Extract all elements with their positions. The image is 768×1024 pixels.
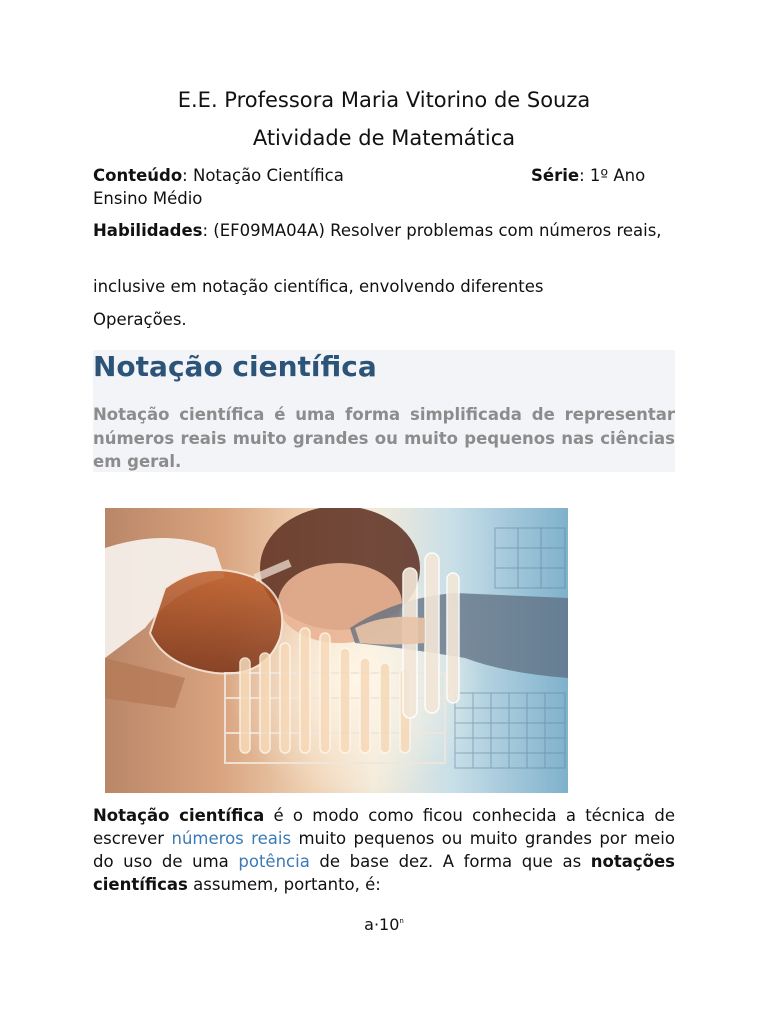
body-paragraph bbox=[93, 804, 675, 896]
formula-exponent: n bbox=[399, 917, 404, 925]
laboratory-photo bbox=[105, 508, 568, 793]
body-text-a: é o modo como ficou conhecida a técnica de escrever bbox=[93, 806, 675, 848]
link-numeros-reais[interactable]: números reais bbox=[171, 829, 292, 848]
body-text-b: muito pequenos ou muito grandes por meio do uso de uma bbox=[93, 829, 675, 871]
serie-value: : 1º Ano bbox=[579, 166, 646, 185]
conteudo-value: : Notação Científica bbox=[182, 166, 344, 185]
school-name: E.E. Professora Maria Vitorino de Souza bbox=[177, 88, 591, 112]
body-text-c: de base dez. A forma que as bbox=[309, 852, 591, 871]
term-bold-2: notações científicas bbox=[93, 852, 675, 894]
conteudo-row bbox=[93, 164, 677, 187]
formula-base: a·10 bbox=[364, 915, 400, 934]
operacoes-line: Operações. bbox=[93, 310, 187, 329]
serie-field bbox=[531, 164, 645, 187]
habilidades-paragraph bbox=[93, 219, 668, 242]
habilidades-value: : (EF09MA04A) Resolver problemas com números reais, bbox=[202, 221, 662, 240]
definition-text: Notação científica é uma forma simplificada de representar números reais muito grandes ou muito pequenos nas ciências em geral. bbox=[93, 405, 675, 471]
serie-label: Série bbox=[531, 166, 580, 185]
habilidades-continuation: inclusive em notação científica, envolvendo diferentes bbox=[93, 277, 544, 296]
habilidades-label: Habilidades bbox=[93, 221, 203, 240]
ensino-line: Ensino Médio bbox=[93, 189, 203, 208]
laboratory-illustration bbox=[105, 508, 568, 793]
conteudo-label: Conteúdo bbox=[93, 166, 183, 185]
link-potencia[interactable]: potência bbox=[238, 852, 310, 871]
scientific-notation-formula bbox=[0, 910, 768, 936]
body-text-d: assumem, portanto, é: bbox=[187, 875, 381, 894]
activity-title: Atividade de Matemática bbox=[252, 126, 516, 150]
definition-panel bbox=[93, 350, 675, 472]
term-bold: Notação científica bbox=[93, 806, 265, 825]
section-heading: Notação científica bbox=[93, 350, 377, 383]
